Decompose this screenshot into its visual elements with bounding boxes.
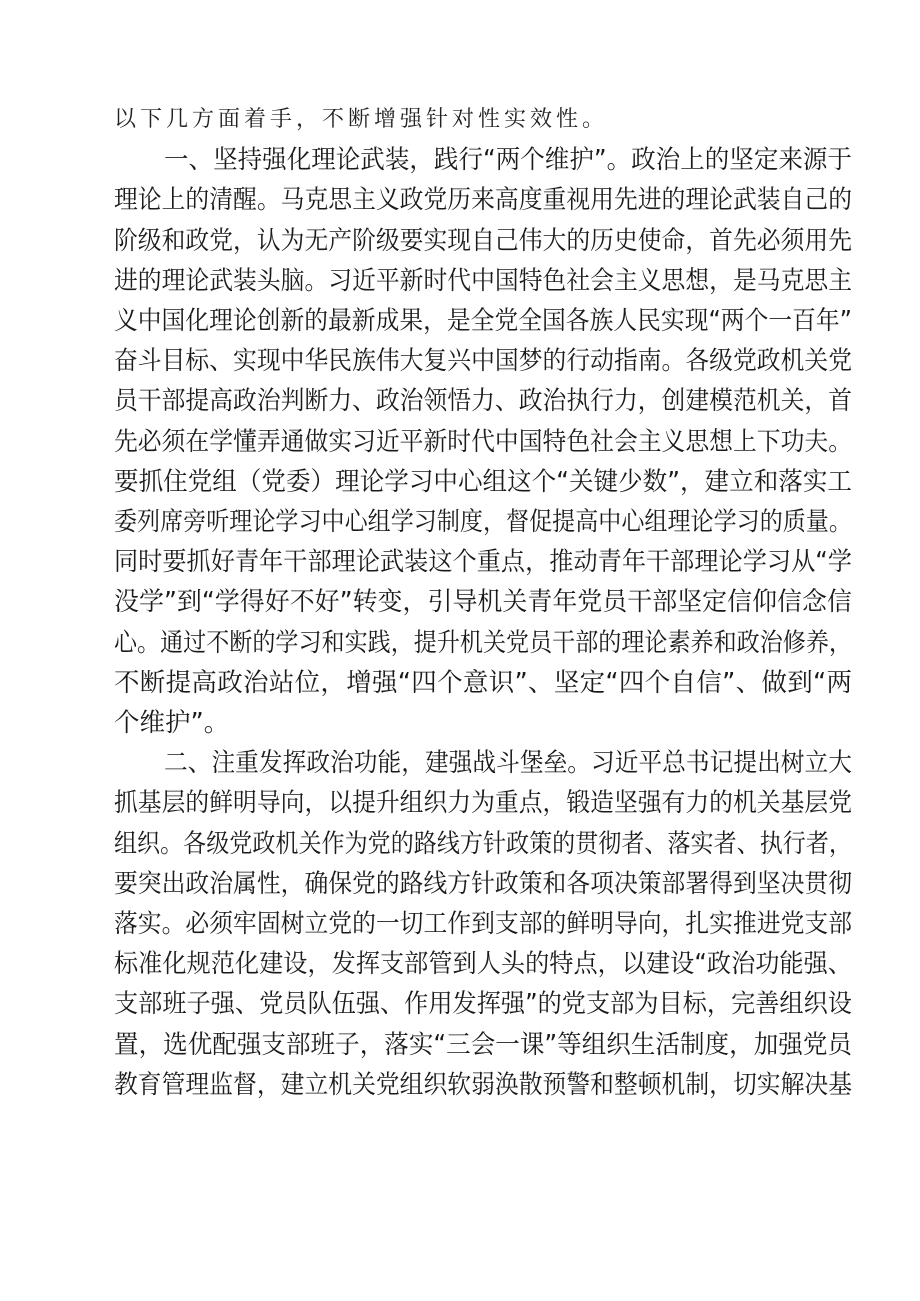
line-text: 进的理论武装头脑。习近平新时代中国特色社会主义思想，是马克思主 bbox=[114, 265, 853, 296]
paragraph-line bbox=[0, 661, 920, 705]
line-text: 义中国化理论创新的最新成果，是全党全国各族人民实现“两个一百年” bbox=[114, 306, 853, 336]
line-text: 要突出政治属性，确保党的路线方针政策和各项决策部署得到坚决贯彻 bbox=[114, 868, 853, 899]
paragraph-line bbox=[0, 580, 920, 624]
paragraph-line bbox=[0, 98, 920, 142]
paragraph-line bbox=[0, 741, 920, 785]
line-text: 抓基层的鲜明导向，以提升组织力为重点，锻造坚强有力的机关基层党 bbox=[114, 788, 853, 819]
paragraph-line bbox=[0, 299, 920, 343]
paragraph-line bbox=[0, 902, 920, 946]
paragraph-line bbox=[0, 339, 920, 383]
line-text: 委列席旁听理论学习中心组学习制度，督促提高中心组理论学习的质量。 bbox=[114, 507, 853, 537]
paragraph-line bbox=[0, 219, 920, 263]
paragraph-line bbox=[0, 1063, 920, 1107]
paragraph-line bbox=[0, 178, 920, 222]
paragraph-line bbox=[0, 982, 920, 1026]
line-text: 先必须在学懂弄通做实习近平新时代中国特色社会主义思想上下功夫。 bbox=[114, 426, 853, 457]
line-text: 组织。各级党政机关作为党的路线方针政策的贯彻者、落实者、执行者， bbox=[114, 828, 853, 859]
line-text: 支部班子强、党员队伍强、作用发挥强”的党支部为目标，完善组织设 bbox=[114, 989, 852, 1020]
paragraph-line bbox=[0, 621, 920, 665]
line-text: 奋斗目标、实现中华民族伟大复兴中国梦的行动指南。各级党政机关党 bbox=[114, 346, 853, 377]
paragraph-line bbox=[0, 781, 920, 825]
paragraph-line bbox=[0, 540, 920, 584]
paragraph-line bbox=[0, 460, 920, 504]
line-text: 二、注重发挥政治功能，建强战斗堡垒。习近平总书记提出树立大 bbox=[164, 748, 852, 779]
paragraph-line bbox=[0, 379, 920, 423]
line-text: 一、坚持强化理论武装，践行“两个维护”。政治上的坚定来源于 bbox=[164, 145, 852, 176]
line-text: 员干部提高政治判断力、政治领悟力、政治执行力，创建模范机关，首 bbox=[114, 386, 853, 417]
line-text: 没学”到“学得好不好”转变，引导机关青年党员干部坚定信仰信念信 bbox=[114, 587, 852, 618]
paragraph-line bbox=[0, 701, 920, 745]
paragraph-line bbox=[0, 862, 920, 906]
line-text: 落实。必须牢固树立党的一切工作到支部的鲜明导向，扎实推进党支部 bbox=[114, 909, 853, 939]
paragraph-line bbox=[0, 259, 920, 303]
paragraph-line bbox=[0, 942, 920, 986]
line-text: 不断提高政治站位，增强“四个意识”、坚定“四个自信”、做到“两 bbox=[114, 667, 853, 698]
line-text: 要抓住党组（党委）理论学习中心组这个“关键少数”，建立和落实工 bbox=[114, 466, 852, 497]
line-text: 心。通过不断的学习和实践，提升机关党员干部的理论素养和政治修养， bbox=[114, 627, 853, 658]
paragraph-line bbox=[0, 138, 920, 182]
paragraph-line bbox=[0, 420, 920, 464]
line-text: 置，选优配强支部班子，落实“三会一课”等组织生活制度，加强党员 bbox=[114, 1029, 852, 1060]
line-text: 标准化规范化建设，发挥支部管到人头的特点，以建设“政治功能强、 bbox=[114, 949, 852, 980]
paragraph-line bbox=[0, 500, 920, 544]
line-text: 个维护”。 bbox=[114, 708, 230, 738]
line-text: 同时要抓好青年干部理论武装这个重点，推动青年干部理论学习从“学 bbox=[114, 547, 852, 578]
line-text: 理论上的清醒。马克思主义政党历来高度重视用先进的理论武装自己的 bbox=[114, 185, 853, 216]
line-text: 以下几方面着手，不断增强针对性实效性。 bbox=[114, 107, 609, 132]
line-text: 教育管理监督，建立机关党组织软弱涣散预警和整顿机制，切实解决基 bbox=[114, 1069, 853, 1100]
paragraph-line bbox=[0, 1023, 920, 1067]
paragraph-line bbox=[0, 822, 920, 866]
line-text: 阶级和政党，认为无产阶级要实现自己伟大的历史使命，首先必须用先 bbox=[114, 225, 853, 256]
